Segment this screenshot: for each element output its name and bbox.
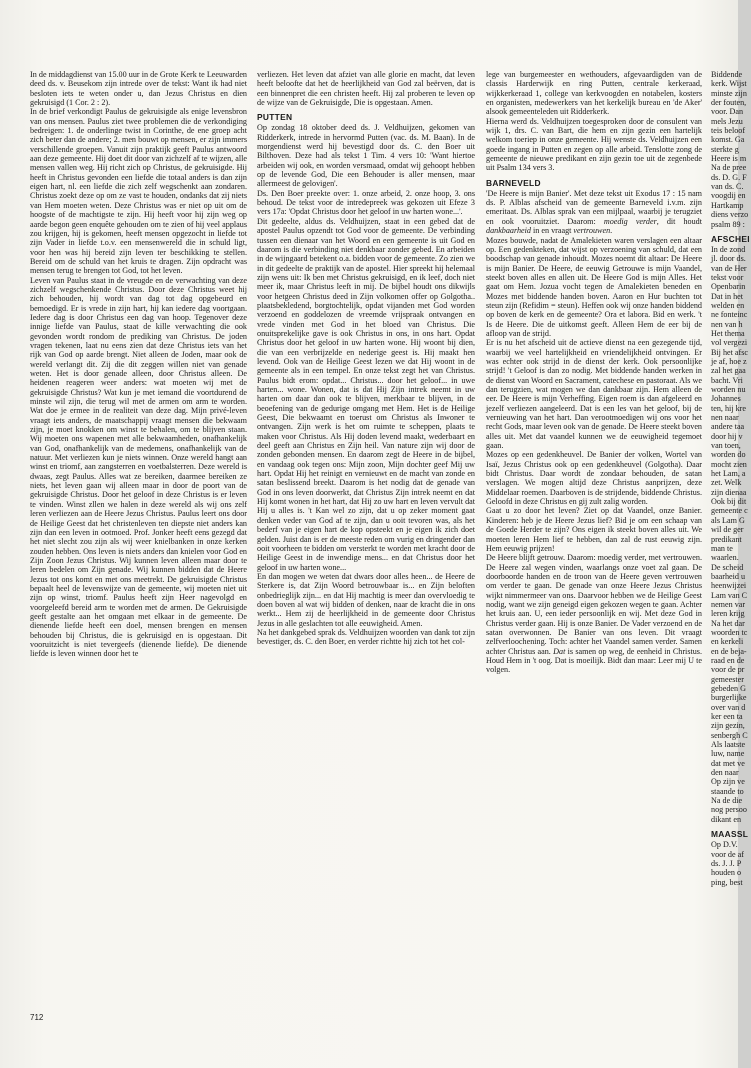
cropped-line: waarlen. (711, 553, 739, 563)
cropped-line: over van d (711, 702, 746, 712)
cropped-line: Na de die (711, 796, 743, 806)
paragraph-putten-thanks: Na het dankgebed sprak ds. Veldhuijzen woorden van dank tot zijn bevestiger, ds. C. den Boer, en verder richtte hij zich tot het col- (257, 627, 475, 647)
cropped-lines-a (711, 70, 751, 229)
paragraph-putten-welcome: Hierna werd ds. Veldhuijzen toegesproken door de consulent van wijk 1, drs. C. van Bart, die hem en zijn gezin een hartelijk welkom toeriep in onze gemeente. Hij wenste ds. Veldhuijzen een goede ingang in Putten en zegen op alle arbeid. Tenslotte zong de gemeente de nieuwe predikant en zijn gezin toe uit de zegenbede uit Psalm 134 vers 3. (486, 116, 702, 173)
cropped-line: door hij v (711, 431, 743, 441)
cropped-line: staande to (711, 786, 744, 796)
paragraph-barneveld-mozes: Mozes bouwde, nadat de Amalekieten waren verslagen een altaar op. Een gedenkteken, dat wijst op verzoening van schuld, dat een boodschap van genade inhoudt. Mozes noemt dit altaar: De Heere is mijn Banier. De Heere, de eeuwig Getrouwe is mijn Vaandel, steekt boven alles en allen uit. De Heere God is mijn Alles. Het gaat om Hem. Jozua vocht tegen de Amalekieten beneden en Mozes met biddende handen boven. Aaron en Hur buchten tot steun zijn (Refidim = steun). Heffen ook wij onze handen biddend op boven de kerk en de gemeente? Ora et labora. Bid en werk. 't Is de Heere. Die de uitkomst geeft. Alleen Hem de eer bij de afloop van de strijd. (486, 235, 702, 338)
column-2 (257, 70, 475, 647)
cropped-line: heenwijzei (711, 581, 747, 591)
emphasis: vertrouwen (573, 226, 611, 236)
cropped-line: komst. Ga (711, 135, 745, 145)
cropped-line: Heere is m (711, 154, 747, 164)
cropped-line: van de Her (711, 263, 747, 273)
text-run: is samen op weg, de eenheid in Christus. Houd Hem in 't oog. Dat is moeilijk. Bidt dan maar: Leer mij U te volgen. (486, 646, 702, 675)
cropped-line: en de beja- (711, 646, 747, 656)
cropped-line: en kerkeli (711, 637, 744, 647)
cropped-line: ker een ta (711, 712, 743, 722)
paragraph-barneveld-faithful (486, 553, 702, 674)
section-heading-maassluis: MAASSL (711, 829, 749, 840)
cropped-line: Hartkamp (711, 200, 744, 210)
cropped-line: diens verzo (711, 210, 749, 220)
paragraph-leeuwarden-intro: In de middagdienst van 15.00 uur in de Grote Kerk te Leeuwarden deed ds. v. Beusekom zijn intrede over de tekst: Want ik had niet besloten iets te weten onder u, dan Jezus Christus en dien gekruisigd (1 Cor. 2 : 2). (30, 70, 247, 108)
paragraph-barneveld-hill: Mozes op een gedenkheuvel. De Banier der volken, Wortel van Isaï, Jezus Christus ook op een gedenkheuvel (Golgotha). Daar bidt Christus. Daar wordt de zondaar behouden, de satan verslagen. We mogen altijd deze Christus aanprijzen, deze Middelaar roemen. Daarboven is de strijdende, biddende Christus. Geloofd in deze Christus en gij zult zalig worden. (486, 450, 702, 507)
cropped-line: sterkte g (711, 144, 739, 154)
cropped-line: Openbarin (711, 282, 746, 292)
cropped-line: gemeente c (711, 506, 748, 516)
cropped-line: ds. J. J. P (711, 858, 742, 868)
cropped-line: baarheid u (711, 571, 746, 581)
cropped-lines-c (711, 840, 751, 887)
text-run: 'De Heere is mijn Banier'. Met deze tekst uit Exodus 17 : 15 nam ds. P. Alblas afscheid van de gemeente Barneveld i.v.m. zijn emeritaat. Ds. Alblas sprak van een mijlpaal, waarbij je terugziet en ook vooruitziet. Daarom: (486, 188, 702, 226)
cropped-line: Na de pree (711, 163, 747, 173)
paragraph-putten-amen: En dan mogen we weten dat dwars door alles heen... de Heere de Sterkere is, dat Zijn Woord betrouwbaar is... en Zijn beloften onbedrieglijk zijn... en dat Hij machtig is meer dan overvloedig te doen boven al wat wij bidden of denken, naar de kracht die in ons werkt... Hem zij de heerlijkheid in de gemeente door Christus Jezus in alle geslachten tot alle eeuwigheid. Amen. (257, 571, 475, 628)
cropped-line: vol vergezi (711, 338, 748, 348)
cropped-line: andere taa (711, 422, 745, 432)
text-run: , dit houdt (656, 216, 703, 226)
cropped-line: Johannes (711, 394, 741, 404)
paragraph-putten-college: lege van burgemeester en wethouders, afgevaardigden van de classis Harderwijk en ring Putten, centrale kerkeraad, wijkkerkeraad 1, college van kerkvoogden en notabelen, kosters en organisten, medewerkers van het kerkelijk bureau en 'de Aker' alsook gemeenteleden uit Ridderkerk. (486, 70, 702, 117)
cropped-line: ds. D. G. F (711, 172, 747, 182)
cropped-line: ping, best (711, 877, 743, 887)
cropped-line: houden o (711, 868, 742, 878)
emphasis: Dat (553, 646, 566, 656)
cropped-line: predikant (711, 534, 742, 544)
paragraph-putten-sermon: Dit gedeelte, aldus ds. Veldhuijzen, staat in een gebed dat de apostel Paulus opzendt tot God voor de gemeente. De verbinding tussen een dienaar van het Woord en een gemeente is uit God en daarom is die verbinding niet denkbaar zonder gebed. En arbeiden in de wijngaard betekent o.a. bidden voor de gemeente. Zo zien we in dit gedeelte de praktijk van de apostel. Hier spreekt hij helemaal zijn wens uit: Ik ben met Christus gekruisigd, en ik leef, doch niet meer ik, maar Christus leeft in mij. De bijbel houdt ons dikwijls voor hetgeen Christus deed in Zijn volkomen offer op Golgotha.. plaatsbekledend, borgtochtelijk, opdat vijanden met God worden verzoend en goddelozen de vreemde vrijspraak ontvangen en vrede vinden met God in het bloed van Christus. Die onuitsprekelijke gave is ook Christus in ons, in ons hart. Opdat Christus door het geloof in uw harten wone. Hij woont bij dien, die van een verbrijzelde en nederige geest is. Hij maakt hen levend. Ook van de Heilige Geest lezen we dat Hij woont in de gemeente als in een tempel. En onze tekst zegt het van Christus. Paulus bidt erom: opdat... Christus... door het geloof... in uwe harten... wone. Wonen, dat is dat Hij Zijn intrek neemt in uw harten om daar dan ook te blijven, merkbaar te blijven, in de beoefening van de gedurige omgang met Hem. Het is de Heilige Geest, Die bekwaamt en toerust om Christus als Inwoner te ontvangen. Zijn werk is het om ruimte te scheppen, plaats te maken voor Christus. Als Hij doden levend maakt, wederbaart en deel geeft aan Christus en Zijn heil. Van nature zijn wij door de zonden gebonden mensen. En daarom zegt de Heere in de bijbel, en vandaag ook tegen ons: Mijn zoon, Mijn dochter geef Mij uw hart. Opdat Hij het reinigt en vernieuwt en de macht van zonde en satan beslissend breekt. Daarom is het nodig dat de genade van God in ons leven doorwerkt, dat Christus Zijn intrek neemt en dat Hij komt wonen in het hart, dat Hij zo uw hart en leven vervult dat Hij u alles is. 't Kan wel zo zijn, dat u op zeker moment gaat denken veder van God af te zijn, dan u ooit tevoren was, als het bederf van je eigen hart de kop opsteekt en je eigen ik zich doet gelden. Juist dan is er de meeste reden om vurig en dringender dan ooit voorheen te bidden om versterkt te worden met kracht door de Heilige Geest in de inwendige mens... en dat Christus door het geloof in uw harten wone... (257, 216, 475, 572)
cropped-line: voor de pr (711, 665, 745, 675)
cropped-line: het Lam, a (711, 469, 746, 479)
cropped-line: ne fonteinc (711, 310, 748, 320)
emphasis: moedig verder (603, 216, 657, 226)
paragraph-putten-intro: Op zondag 18 oktober deed ds. J. Veldhuijzen, gekomen van Ridderkerk, intrede in hervormd Putten (vac. ds. M. Baan). In de morgendienst werd hij bevestigd door ds. C. den Boer uit Bilthoven. Deze had als tekst 1 Tim. 4 vers 10: 'Want hiertoe arbeiden wij ook, en worden versmaad, omdat wij gehoopt hebben op de levende God, Die een Behouder is aller mensen, maar allermeest de gelovigen'. (257, 123, 475, 189)
cropped-line: van ds. C. (711, 182, 744, 192)
section-heading-barneveld: BARNEVELD (486, 177, 541, 188)
paragraph-leeuwarden-end: verliezen. Het leven dat afziet van alle glorie en macht, dat leven heeft beloofte dat het de heerlijkheid van God zal beërven, dat is een binnenpret die een christen heeft. Hij zal proberen te leven op de wijze van de Gekruisigde, Die is opgestaan. Amen. (257, 70, 475, 108)
cropped-line: den naar (711, 768, 739, 778)
cropped-line: als Lam G (711, 515, 745, 525)
cropped-line: teis beloof (711, 126, 746, 136)
cropped-line: raad en de (711, 655, 745, 665)
page-number: 712 (30, 1013, 44, 1022)
cropped-line: nen naar (711, 413, 739, 423)
cropped-line: Dat in het (711, 291, 744, 301)
cropped-line: zal het gaa (711, 366, 746, 376)
cropped-line: worden do (711, 450, 746, 460)
cropped-line: woorden tc (711, 627, 748, 637)
paragraph-leeuwarden-life: Leven van Paulus staat in de vreugde en de verwachting van deze zichzelf wegschenkende Christus. Door deze Christus weet hij zich behouden, hij wordt van dag tot dag opgebeurd en bemoedigd. Er is vrede in zijn hart, hij kan iedere dag voortgaan. Iedere dag is door Christus een dag van hoop. Tegenover deze innige liefde van Paulus, staat de kille verwachting die ook gevonden wordt rondom de prediking van Christus. De joden vragen tekenen, laat nu eens zien dat deze Christus iets van het rijk van God op aarde brengt. Niet alleen de Joden, maar ook de wereld verlangt dit. Zij die dit zeggen willen niet van genade weten. Het is door genade alleen, door Christus alleen. De heidenen reageren weer anders: wat moeten wij met de gekruisigde Christus? Wat kun je met iemand die voortdurend de minste wil zijn, die terug wil met de armen om arm te worden. Wat doe je ermee in de realiteit van deze dag. Mijn privé-leven vraagt iets anders, de maatschappij vraagt mensen die bekwaam zijn, je moet knokken om winst te behalen, om te blijven staan. Wij moeten ons wapenen met alle bekwaamheden, onafhankelijk van God, onafhankelijk van de medemens, onafhankelijk van de natuur. Met verliezen kun je niets winnen. Onze wereld hangt aan winst en triomf, aan zangsterren en voetbalsterren. Deze wereld is dwaas, zegt Paulus. Alles wat ze bereiken, daarmee bereiken ze niets, het leven gaan wij alleen maar in door de poort van de gekruisigde Christus. Door het geloof in deze Christus is er leven te vinden. Winst zllen we halen in deze wereld als wij ons zelf leren verliezen aan de Heere Jezus Christus. Paulus leert ons door de Heilige Geest dat het christenleven ten diepste niet anders kan zijn dan een leven in ootmoed. Prof. Jonker heeft eens gezegd dat het niet slecht zou zijn als wij weer knielbanken in onze kerken zouden hebben. Ons leven is niets anders dan knielen voor God en Zijn Zoon Jezus Christus. Wij kunnen leven alleen maar door te leren bedelen om Zijn genade. Wij kunnen bidden dat de Heere Jezus tot ons komt en met ons meetrekt. De gekruisigde Christus bepaalt heel de levenswijze van de gemeente, wij moeten niet uit zijn op winst, triomf. Paulus heeft zijn Heer nagevolgd en voorgeleefd bereid arm te worden met de armen. De Gekruisigde geeft gestalte aan het omgaan met elkaar in de gemeente. De dienende liefde heeft een doel, mensen brengen en mensen behouden bij Christus, die is gekruisigd en is opgestaan. Dit vooruitzicht is niet tevergeefs (dienende liefde). De dienende liefde is leven winnen door het te (30, 275, 247, 659)
cropped-line: voor de af (711, 849, 744, 859)
paragraph-leeuwarden-sermon: In de brief verkondigt Paulus de gekruisigde als enige levensbron van ons mensen. Paulus ziet twee problemen die de verkondiging bedreigen: 1. de onderlinge twist in Corinthe, de ene groep acht zich beter dan de andere; 2. men bouwt op mensen, er zijn immers verschillende groepen. Vanuit zijn praktijk geeft Paulus antwoord aan deze gemeente. Hij doet dit door van zichzelf af te wijzen, alle mensen vallen weg. Hij richt zich op Christus, de gekruisigde. Hij heeft in Christus gevonden een liefde die totaal anders is dan zijn eigen hart, nl. een liefde die zich zelf wegschenkt aan zondaren. Christus zoekt deze op om ze vast te houden, ondanks dat zij niets van Hem moeten weten. Deze Christus was er niet op uit om de hoogste of de machtigste te zijn. Hij heeft voor hij zijn weg op aarde begon geen enquête gehouden om te zien of hij veel applaus zou krijgen, hij is gekomen, heeft mensen opgezocht in liefde tot zijn Vader in liefde t.o.v. een mensenwereld die in schuld ligt, voor hen was hij bereid zijn leven ter beschikking te stellen. Bereid om de schuld van het kruis te dragen. Zijn opdracht was mensen terug te brengen tot God, tot het leven. (30, 107, 247, 276)
paragraph-barneveld-life: Gaat u zo door het leven? Ziet op dat Vaandel, onze Banier. Kinderen: heb je de Heere Jezus lief? Bid je om een schaap van de Goede Herder te zijn? Ons eigen ik steekt boven alles uit. We moeten leren Hem lief te hebben, dan zal de rust eeuwig zijn. Hem eeuwig prijzen! (486, 506, 702, 553)
cropped-line: nemen var (711, 599, 746, 609)
cropped-line: Als laatste (711, 740, 746, 750)
cropped-line: voogdij en (711, 191, 746, 201)
section-heading-afscheid: AFSCHEI (711, 233, 750, 244)
cropped-line: jl. door ds. (711, 254, 746, 264)
cropped-line: dikant en (711, 814, 742, 824)
cropped-line: nen van h (711, 319, 743, 329)
cropped-line: wil de ger (711, 525, 744, 535)
paragraph-barneveld-intro (486, 189, 702, 236)
paragraph-barneveld-farewell: Er is nu het afscheid uit de actieve dienst na een gezegende tijd, waarbij we veel hartelijkheid en vriendelijkheid ontvingen. Er was echter ook strijd in de dienst der kerk. Ook persoonlijke strijd! 't Geloof is dan zo nodig. Met biddende handen werken in de dienst van Woord en Sacrament, catechese en pastoraat. Als we dan terugzien, wat mogen we dan dankbaar zijn. Hem alleen de eer. De Heere is mijn Verheffing. Eigen roem is dan afgeleerd en jezelf verliezen aangeleerd. Dat is een les van het geloof, bij de vernieuwing van het hart. Dan verootmoedigen wij ons voor het recht Gods, maar leven ook van de genade. De Heere steekt boven alles uit. Met dat vaandel kunnen we de eeuwigheid tegemoet gaan. (486, 338, 702, 451)
paragraph-putten-points: Ds. Den Boer preekte over: 1. onze arbeid, 2. onze hoop, 3. ons behoud. De tekst voor de intredepreek was gekozen uit Efeze 3 vers 17a: 'Opdat Christus door het geloof in uw harten wone...'. (257, 188, 475, 217)
cropped-line: dat met ve (711, 758, 745, 768)
cropped-line: worden nu (711, 385, 746, 394)
cropped-line: je af, hoe z (711, 356, 747, 366)
cropped-line: In de zond (711, 244, 746, 254)
cropped-line: luw, name (711, 749, 745, 759)
cropped-line: nog persoo (711, 805, 747, 815)
cropped-line: leren krijg (711, 609, 745, 619)
cropped-line: minste zijn (711, 88, 747, 98)
column-4-cropped (711, 70, 751, 887)
text-run: De Heere blijft getrouw. Daarom: moedig verder, met vertrouwen. De Heere zal wegen vinden, waarlangs onze voet zal gaan. De doorboorde handen en de troon van de Heere geven vertrouwen om verder te gaan. De genade van onze Heere Jezus Christus wijkt nimmermeer van ons. Daarvoor hebben we de Heilige Geest nodig, want we zijn geneigd eigen gekozen wegen te gaan. Achter het kruis aan. U, een ieder persoonlijk en wij. Met deze God in Christus verder gaan. Hij is onze Banier. De Vader verzoend en de satan overwonnen. De Banier van ons leven. Dit vraagt zelfverloochening. Toch: achter het Vaandel samen verder. Samen achter Christus aan. (486, 553, 702, 656)
cropped-line: De scheid (711, 562, 744, 572)
cropped-line: Op zijn ve (711, 777, 745, 787)
column-3 (486, 70, 702, 675)
cropped-line: Ook bij dit (711, 497, 747, 507)
column-1 (30, 70, 247, 659)
cropped-line: bacht. Vri (711, 375, 743, 385)
cropped-line: welden en (711, 300, 745, 310)
text-run: . (610, 226, 613, 236)
text-run: in en vraagt (531, 226, 574, 236)
cropped-line: Biddende (711, 70, 743, 79)
cropped-line: gebeden G (711, 684, 746, 693)
cropped-line: mocht zien (711, 459, 747, 469)
cropped-line: Het thema (711, 328, 745, 338)
emphasis: dankbaarheid (486, 226, 531, 236)
cropped-line: burgerlijke (711, 693, 747, 703)
cropped-line: van toen, (711, 441, 741, 451)
cropped-line: man te (711, 543, 733, 553)
cropped-line: Na het dar (711, 618, 745, 628)
cropped-line: tekst voor (711, 272, 744, 282)
cropped-line: gemeester (711, 674, 744, 684)
cropped-line: mels Jezu (711, 116, 743, 126)
cropped-line: Op D.V. (711, 840, 738, 850)
cropped-line: Lam van C (711, 590, 748, 600)
cropped-line: zijn dienaa (711, 487, 747, 497)
cropped-line: voor. Dan (711, 107, 744, 117)
section-heading-putten: PUTTEN (257, 112, 293, 123)
cropped-line: ten, hij kre (711, 403, 746, 413)
cropped-line: der fouten, (711, 98, 747, 108)
cropped-line: Bij het afsc (711, 347, 749, 357)
cropped-line: senbergh C (711, 730, 748, 740)
cropped-line: psalm 89 : (711, 219, 745, 229)
cropped-line: zet. Welk (711, 478, 742, 488)
cropped-line: zijn gezin, (711, 721, 745, 731)
cropped-lines-b (711, 245, 751, 824)
cropped-line: kerk. Wijst (711, 79, 747, 89)
